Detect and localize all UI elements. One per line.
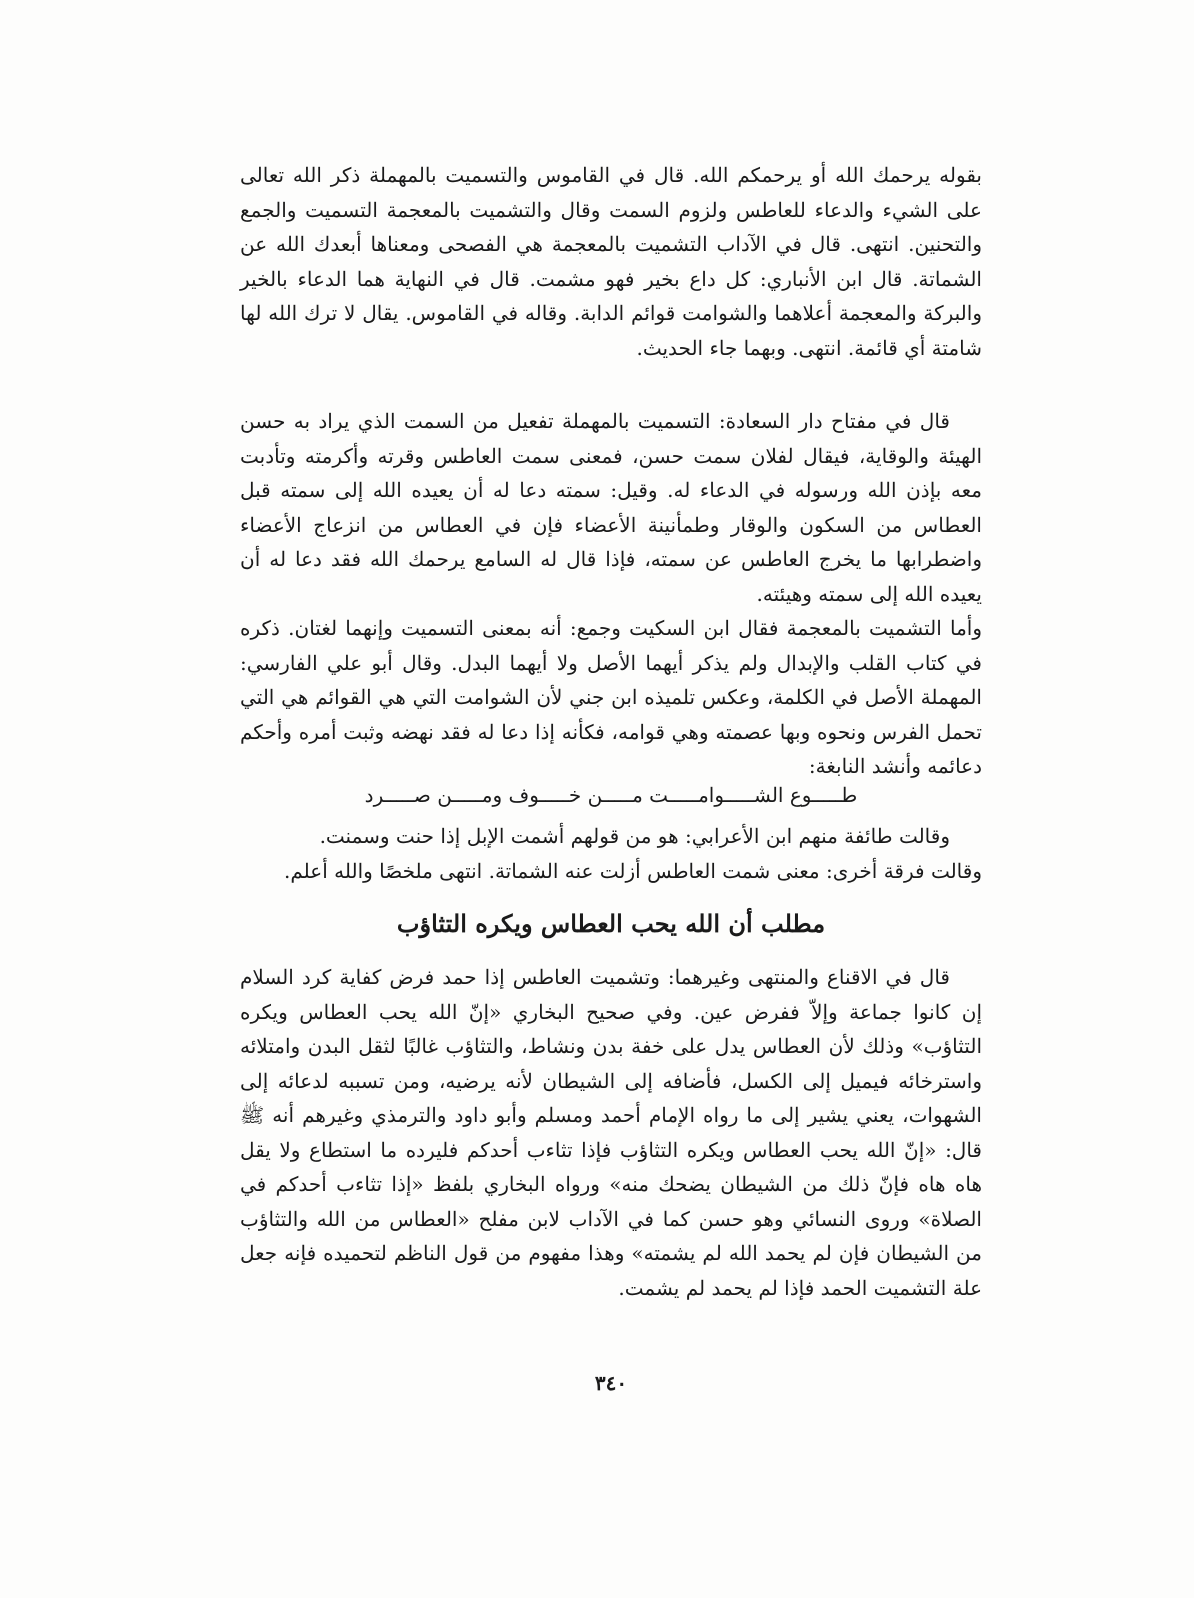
paragraph-definition-tasmit [240,158,982,365]
paragraph-iqna-muntaha [240,960,982,1305]
paragraph-other-opinions [240,819,982,888]
paragraph-text: وأما التشميت بالمعجمة فقال ابن السكيت وجمع: أنه بمعنى التسميت وإنهما لغتان. ذكره في كتاب القلب والإبدال ولم يذكر أيهما الأصل ولا أيهما البدل. وقال أبو علي الفارسي: المهملة الأصل في الكلمة، وعكس تلميذه ابن جني لأن الشوامت التي هي القوائم هي التي تحمل الفرس ونحوه وبها عصمته وهي قوامه، فكأنه إذا دعا له فقد نهضه وثبت أمره وأحكم دعائمه وأنشد النابغة: [240,616,982,778]
paragraph-text: قال في الاقناع والمنتهى وغيرهما: وتشميت العاطس إذا حمد فرض كفاية كرد السلام إن كانوا جماعة وإلاّ ففرض عين. وفي صحيح البخاري «إنّ الله يحب العطاس ويكره التثاؤب» وذلك لأن العطاس يدل على خفة بدن ونشاط، والتثاؤب غالبًا لثقل البدن وامتلائه واسترخائه فيميل إلى الكسل، فأضافه إلى الشيطان لأنه يرضيه، ومن تسببه لدعائه إلى الشهوات، يعني يشير إلى ما رواه الإمام أحمد ومسلم وأبو داود والترمذي وغيرهم أنه ﷺ قال: «إنّ الله يحب العطاس ويكره التثاؤب فإذا تثاءب أحدكم فليرده ما استطاع ولا يقل هاه هاه فإنّ ذلك من الشيطان يضحك منه» ورواه البخاري بلفظ «إذا تثاءب أحدكم في الصلاة» وروى النسائي وهو حسن كما في الآداب لابن مفلح «العطاس من الله والتثاؤب من الشيطان فإن لم يحمد الله لم يشمته» وهذا مفهوم من قول الناظم لتحميده فإنه جعل علة التشميت الحمد فإذا لم يحمد لم يشمت. [240,965,982,1300]
paragraph-text: بقوله يرحمك الله أو يرحمكم الله. قال في القاموس والتسميت بالمهملة ذكر الله تعالى على الشيء والدعاء للعاطس ولزوم السمت وقال والتشميت بالمعجمة التسميت والجمع والتحنين. انتهى. قال في الآداب التشميت بالمعجمة هي الفصحى ومعناها أبعدك الله عن الشماتة. قال ابن الأنباري: كل داع بخير فهو مشمت. قال في النهاية هما الدعاء بالخير والبركة والمعجمة أعلاهما والشوامت قوائم الدابة. وقاله في القاموس. يقال لا ترك الله لها شامتة أي قائمة. انتهى. وبهما جاء الحديث. [240,163,982,360]
paragraph-text: قال في مفتاح دار السعادة: التسميت بالمهملة تفعيل من السمت الذي يراد به حسن الهيئة والوقاية، فيقال لفلان سمت حسن، فمعنى سمت العاطس وقرته وأكرمته وتأدبت معه بإذن الله ورسوله في الدعاء له. وقيل: سمته دعا له أن يعيده الله إلى سمته قبل العطاس من السكون والوقار وطمأنينة الأعضاء فإن في العطاس من انزعاج الأعضاء واضطرابها ما يخرج العاطس عن سمته، فإذا قال له السامع يرحمك الله فقد دعا له أن يعيده الله إلى سمته وهيئته. [240,409,982,606]
paragraph-miftah-dar-al-saada [240,404,982,784]
paragraph-text: وقالت طائفة منهم ابن الأعرابي: هو من قولهم أشمت الإبل إذا حنت وسمنت. [319,824,950,848]
page-number: ٣٤٠ [594,1371,628,1395]
poetry-verse: طـــــوع الشـــــوامـــــت مـــــن خـــــوف ومـــــن صـــــرد [364,783,858,807]
paragraph-text: وقالت فرقة أخرى: معنى شمت العاطس أزلت عنه الشماتة. انتهى ملخصًا والله أعلم. [284,858,982,883]
section-heading: مطلب أن الله يحب العطاس ويكره التثاؤب [396,909,826,938]
